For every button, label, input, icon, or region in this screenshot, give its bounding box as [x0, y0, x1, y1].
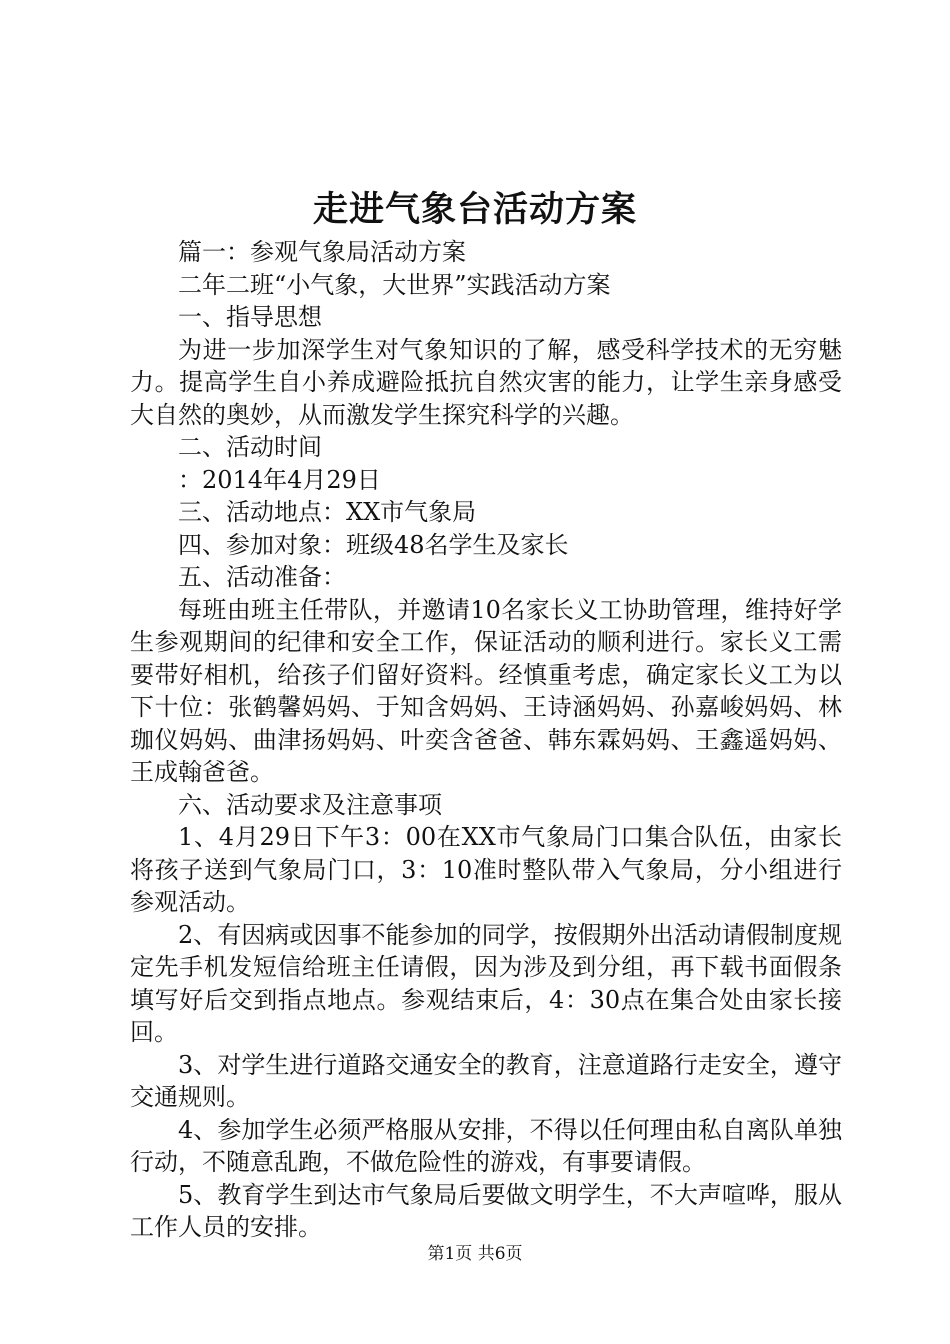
document-body	[130, 236, 842, 1244]
paragraph: 为进一步加深学生对气象知识的了解，感受科学技术的无穷魅力。提高学生自小养成避险抵抗自然灾害的能力，让学生亲身感受大自然的奥妙，从而激发学生探究科学的兴趣。	[130, 335, 842, 429]
paragraph: 5、教育学生到达市气象局后要做文明学生，不大声喧哗，服从工作人员的安排。	[130, 1180, 842, 1241]
paragraph: 二、活动时间	[178, 433, 322, 461]
paragraph: 一、指导思想	[178, 303, 322, 331]
paragraph: 2、有因病或因事不能参加的同学，按假期外出活动请假制度规定先手机发短信给班主任请假，因为涉及到分组，再下载书面假条填写好后交到指点地点。参观结束后，4：30点在集合处由家长接回。	[130, 920, 842, 1046]
paragraph: 每班由班主任带队，并邀请10名家长义工协助管理，维持好学生参观期间的纪律和安全工作，保证活动的顺利进行。家长义工需要带好相机，给孩子们留好资料。经慎重考虑，确定家长义工为以下十位：张鹤馨妈妈、于知含妈妈、王诗涵妈妈、孙嘉峻妈妈、林珈仪妈妈、曲津扬妈妈、叶奕含爸爸、韩东霖妈妈、王鑫遥妈妈、王成翰爸爸。	[130, 595, 842, 786]
paragraph: 4、参加学生必须严格服从安排，不得以任何理由私自离队单独行动，不随意乱跑，不做危险性的游戏，有事要请假。	[130, 1115, 842, 1176]
paragraph: 六、活动要求及注意事项	[178, 790, 442, 819]
paragraph: ：2014年4月29日	[178, 465, 381, 494]
paragraph: 篇一：参观气象局活动方案	[178, 238, 466, 266]
document-title: 走进气象台活动方案	[312, 189, 637, 230]
paragraph: 二年二班“小气象，大世界”实践活动方案	[178, 270, 611, 299]
paragraph: 三、活动地点：XX市气象局	[178, 498, 477, 526]
paragraph: 3、对学生进行道路交通安全的教育，注意道路行走安全，遵守交通规则。	[130, 1050, 842, 1111]
page-footer: 第1页 共6页	[427, 1244, 523, 1264]
paragraph: 五、活动准备：	[178, 563, 346, 591]
paragraph: 1、4月29日下午3：00在XX市气象局门口集合队伍，由家长将孩子送到气象局门口，3：10准时整队带入气象局，分小组进行参观活动。	[130, 823, 842, 916]
paragraph: 四、参加对象：班级48名学生及家长	[178, 530, 569, 559]
